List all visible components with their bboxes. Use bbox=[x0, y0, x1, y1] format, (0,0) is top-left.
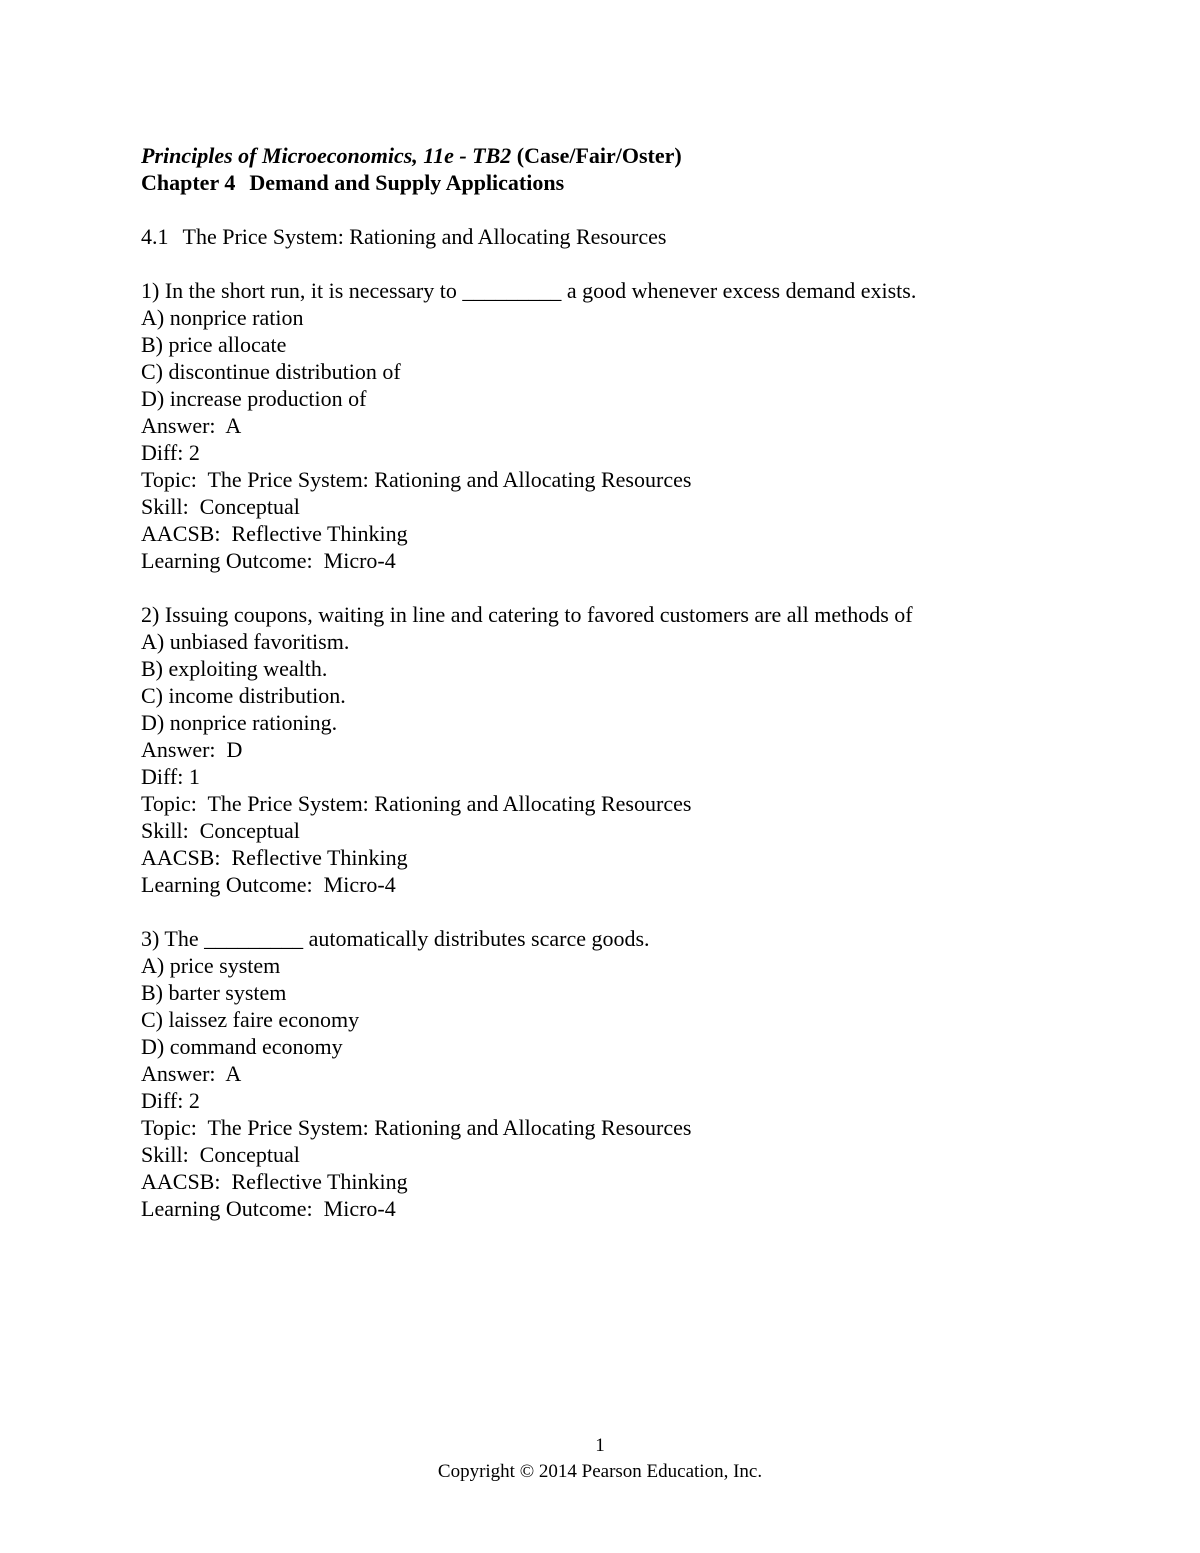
question-3 bbox=[141, 925, 1101, 1222]
question-2 bbox=[141, 601, 1101, 898]
option-c: C) laissez faire economy bbox=[141, 1007, 360, 1032]
aacsb: AACSB: Reflective Thinking bbox=[141, 1169, 408, 1194]
answer: Answer: D bbox=[141, 737, 243, 762]
learning-outcome: Learning Outcome: Micro-4 bbox=[141, 1196, 396, 1221]
answer: Answer: A bbox=[141, 1061, 242, 1086]
book-title: Principles of Microeconomics, 11e - TB2 bbox=[141, 143, 512, 168]
chapter-title: Demand and Supply Applications bbox=[249, 170, 565, 195]
topic: Topic: The Price System: Rationing and Allocating Resources bbox=[141, 791, 692, 816]
aacsb: AACSB: Reflective Thinking bbox=[141, 521, 408, 546]
page-number: 1 bbox=[595, 1435, 605, 1456]
question-1 bbox=[141, 277, 1101, 574]
option-d: D) nonprice rationing. bbox=[141, 710, 338, 735]
option-a: A) nonprice ration bbox=[141, 305, 304, 330]
answer: Answer: A bbox=[141, 413, 242, 438]
topic: Topic: The Price System: Rationing and Allocating Resources bbox=[141, 1115, 692, 1140]
difficulty: Diff: 1 bbox=[141, 764, 200, 789]
book-authors: (Case/Fair/Oster) bbox=[516, 143, 682, 168]
copyright-notice: Copyright © 2014 Pearson Education, Inc. bbox=[437, 1461, 763, 1482]
skill: Skill: Conceptual bbox=[141, 1142, 300, 1167]
book-title-line bbox=[141, 142, 1101, 169]
option-b: B) exploiting wealth. bbox=[141, 656, 328, 681]
difficulty: Diff: 2 bbox=[141, 440, 200, 465]
option-c: C) income distribution. bbox=[141, 683, 346, 708]
question-stem: 1) In the short run, it is necessary to _________ a good whenever excess demand exists. bbox=[141, 278, 917, 303]
option-a: A) unbiased favoritism. bbox=[141, 629, 350, 654]
option-a: A) price system bbox=[141, 953, 281, 978]
section-heading bbox=[141, 223, 1101, 250]
chapter-label: Chapter 4 bbox=[141, 170, 236, 195]
question-stem: 2) Issuing coupons, waiting in line and catering to favored customers are all methods of bbox=[141, 602, 913, 627]
skill: Skill: Conceptual bbox=[141, 494, 300, 519]
topic: Topic: The Price System: Rationing and Allocating Resources bbox=[141, 467, 692, 492]
option-b: B) barter system bbox=[141, 980, 287, 1005]
learning-outcome: Learning Outcome: Micro-4 bbox=[141, 548, 396, 573]
option-b: B) price allocate bbox=[141, 332, 287, 357]
aacsb: AACSB: Reflective Thinking bbox=[141, 845, 408, 870]
document-page bbox=[141, 142, 1101, 1222]
option-d: D) increase production of bbox=[141, 386, 367, 411]
skill: Skill: Conceptual bbox=[141, 818, 300, 843]
learning-outcome: Learning Outcome: Micro-4 bbox=[141, 872, 396, 897]
option-c: C) discontinue distribution of bbox=[141, 359, 401, 384]
option-d: D) command economy bbox=[141, 1034, 343, 1059]
difficulty: Diff: 2 bbox=[141, 1088, 200, 1113]
question-stem: 3) The _________ automatically distributes scarce goods. bbox=[141, 926, 650, 951]
chapter-title-line bbox=[141, 169, 1101, 196]
section-number: 4.1 bbox=[141, 224, 169, 249]
section-title: The Price System: Rationing and Allocating Resources bbox=[182, 224, 667, 249]
